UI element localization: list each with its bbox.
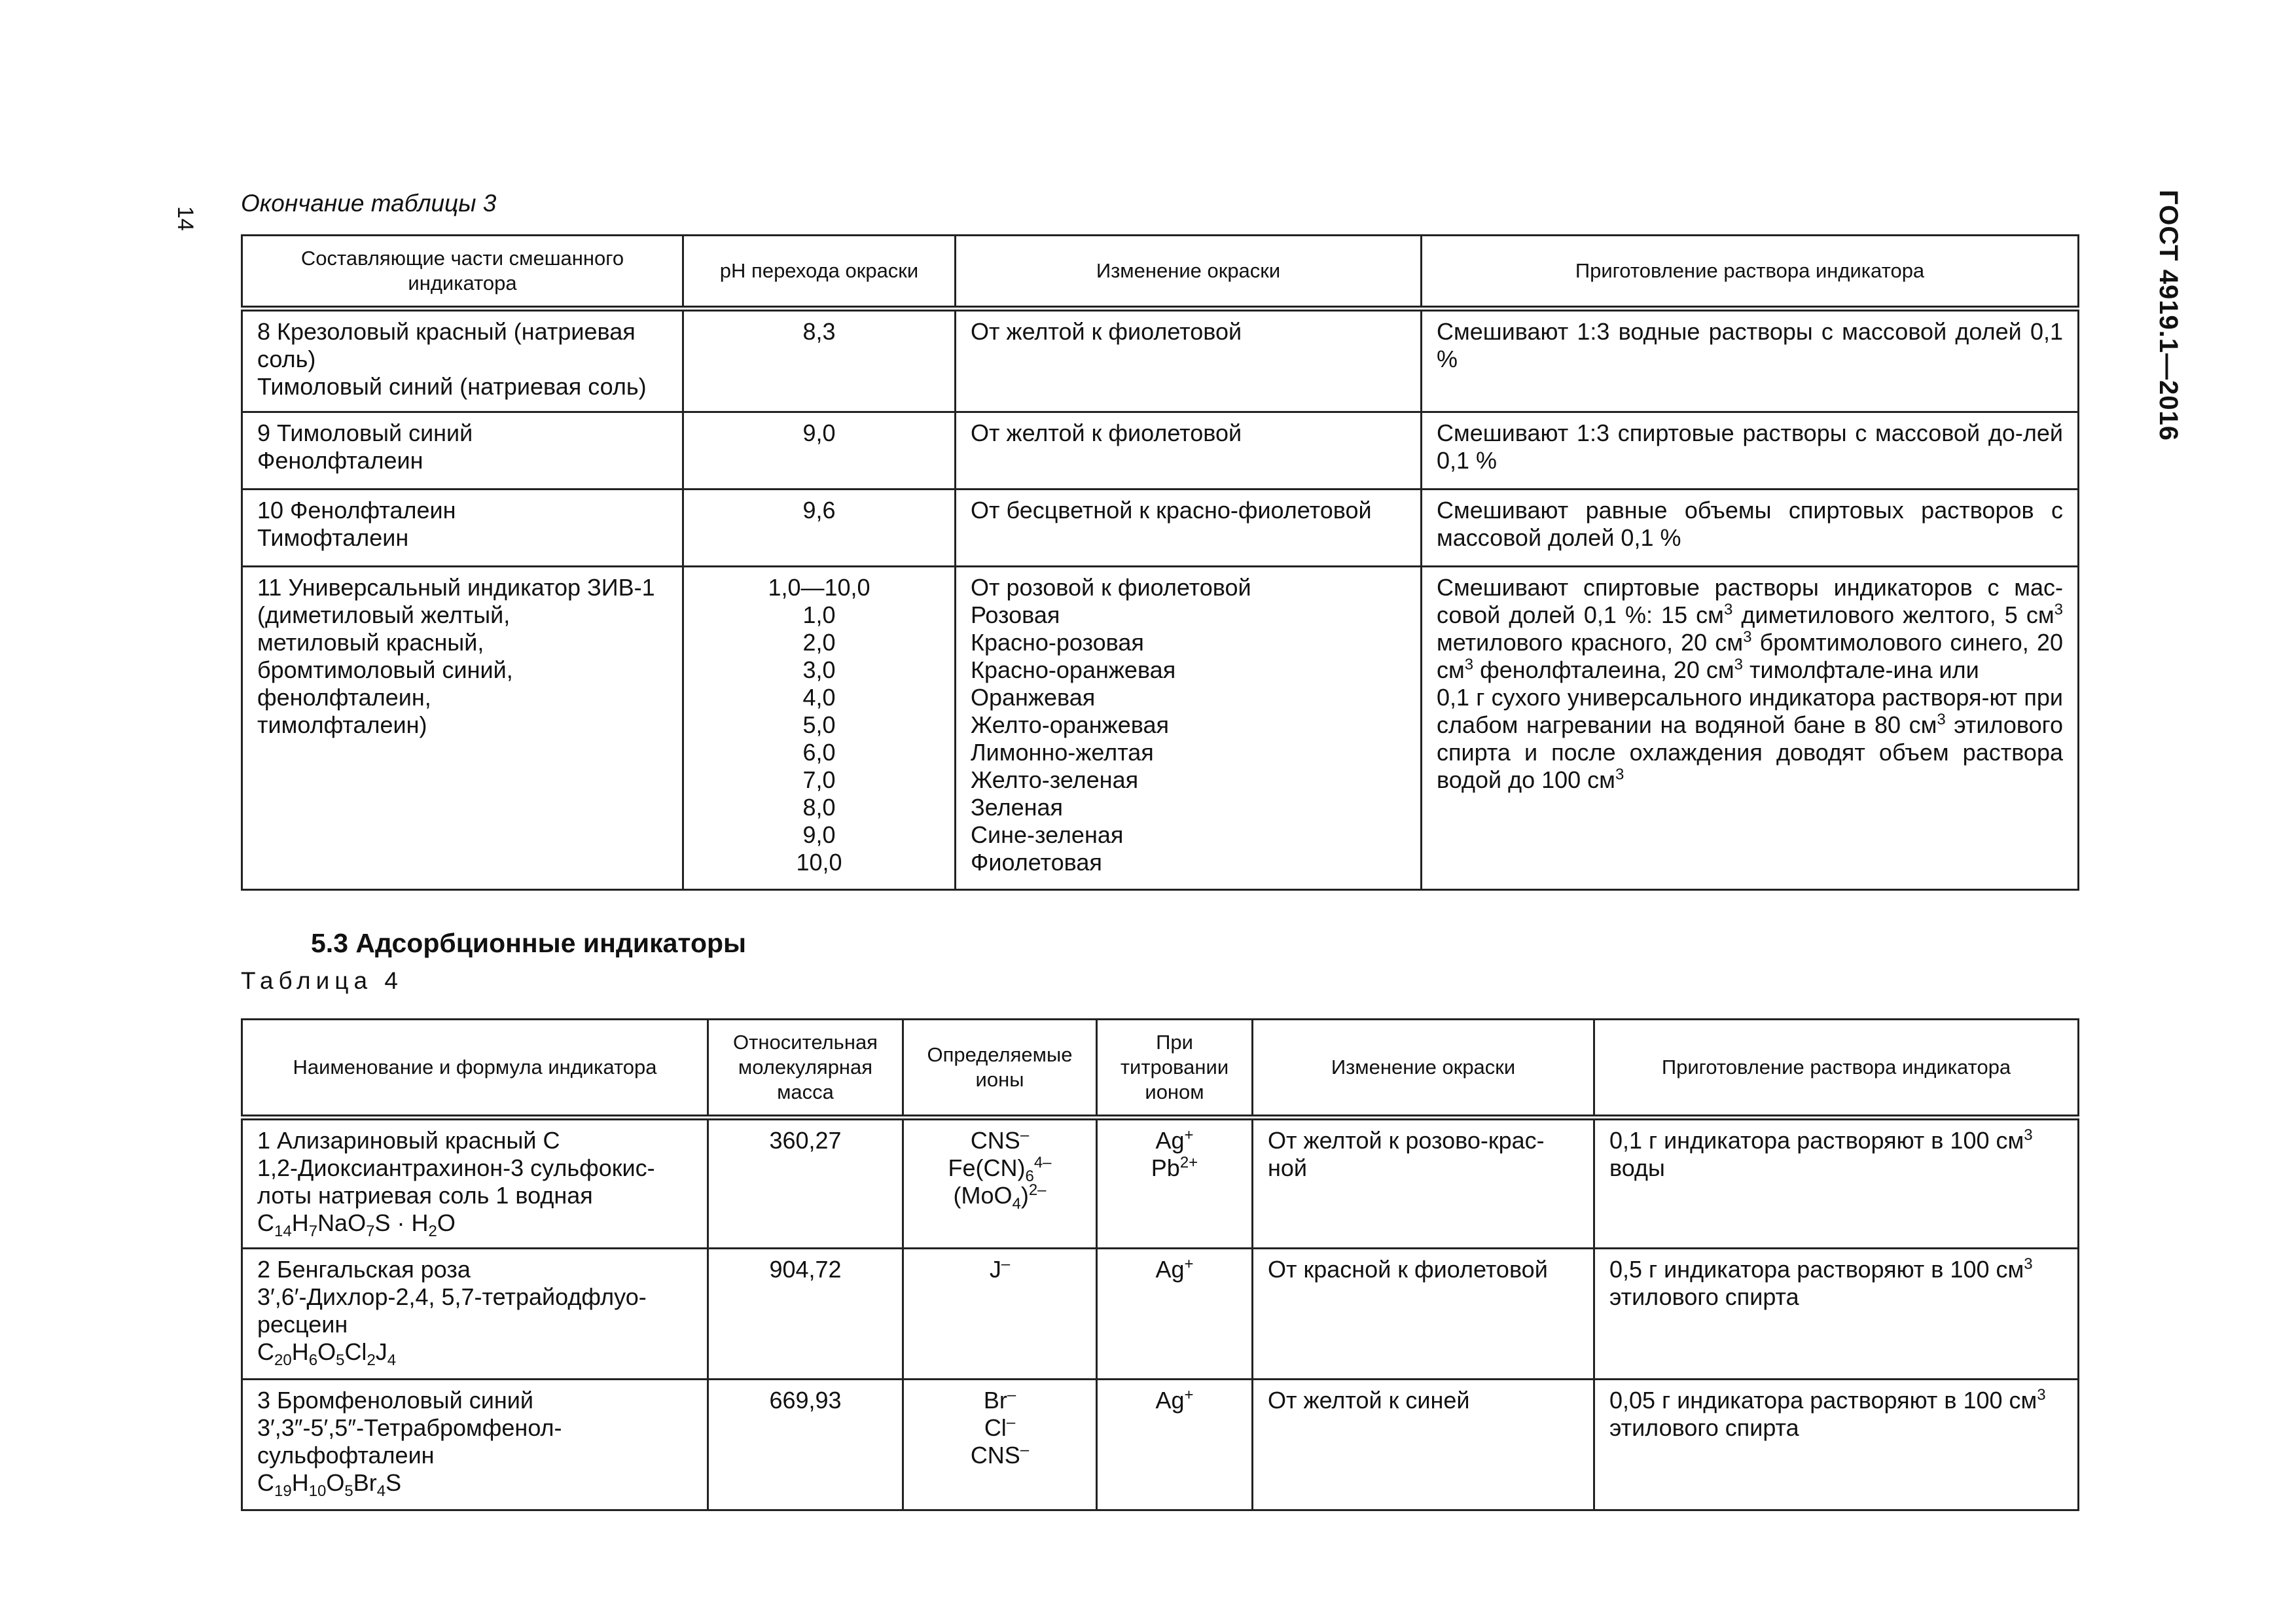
cell-ions: J– <box>903 1249 1097 1380</box>
cell-titrant: Ag+ <box>1097 1380 1253 1510</box>
cell-ph: 8,3 <box>683 309 956 412</box>
cell-color-change: От красной к фиолетовой <box>1253 1249 1594 1380</box>
cell-titrant: Ag+ $Pb^{2+}$ <box>1097 1118 1253 1249</box>
cell-components: 8 Крезоловый красный (натриевая соль) Тимоловый синий (натриевая соль) <box>242 309 683 412</box>
header-ions: Определяемые ионы <box>903 1020 1097 1118</box>
header-titrant: При титровании ионом <box>1097 1020 1253 1118</box>
section-title: 5.3 Адсорбционные индикаторы <box>311 928 747 958</box>
chemical-formula: $C_{14}H_7NaO_7S \cdot H_2O$ <box>257 1209 456 1241</box>
cell-name-formula: 1 Ализариновый красный С 1,2-Диоксиантрахинон-3 сульфокис-лоты натриевая соль 1 водная $C_{14}H_7NaO_7S \cdot H_2O$ <box>242 1118 708 1249</box>
table-label: Таблица 4 <box>241 967 403 994</box>
standard-designation: ГОСТ 4919.1—2016 <box>2154 190 2183 442</box>
chemical-formula: $C_{19}H_{10}O_5Br_4S$ <box>257 1469 402 1501</box>
cell-ions: Br– Cl– CNS– <box>903 1380 1097 1510</box>
cell-color-change: От желтой к розово-крас-ной <box>1253 1118 1594 1249</box>
chemical-formula: $C_{20}H_6O_5Cl_2J_4$ <box>257 1338 397 1370</box>
header-ph: pH перехода окраски <box>683 236 956 309</box>
table-row <box>242 309 2079 412</box>
cell-preparation: Смешивают равные объемы спиртовых растворов с массовой долей 0,1 % <box>1422 490 2079 567</box>
cell-components: 11 Универсальный индикатор ЗИВ-1 (диметиловый желтый, метиловый красный, бромтимоловый синий, фенолфталеин, тимолфталеин) <box>242 567 683 890</box>
cell-ph: 9,6 <box>683 490 956 567</box>
table-4 <box>241 1018 2079 1511</box>
cell-preparation: 0,05 г индикатора растворяют в 100 $см^3$ этилового спирта <box>1594 1380 2079 1510</box>
cell-titrant: Ag+ <box>1097 1249 1253 1380</box>
cell-preparation: Смешивают 1:3 водные растворы с массовой долей 0,1 % <box>1422 309 2079 412</box>
cell-ions: CNS– $Fe(CN)_6^{4-}$ $(MoO_4)^{2-}$ <box>903 1118 1097 1249</box>
cell-color-change: От бесцветной к красно-фиолетовой <box>956 490 1422 567</box>
table-row <box>242 1380 2079 1510</box>
table-row <box>242 567 2079 890</box>
cell-name-formula: 2 Бенгальская роза 3′,6′-Дихлор-2,4, 5,7-тетрайодфлуо-ресцеин $C_{20}H_6O_5Cl_2J_4$ <box>242 1249 708 1380</box>
table-row <box>242 412 2079 490</box>
table-row <box>242 1249 2079 1380</box>
table-continuation-label: Окончание таблицы 3 <box>241 190 497 217</box>
header-color-change: Изменение окраски <box>1253 1020 1594 1118</box>
cell-components: 10 Фенолфталеин Тимофталеин <box>242 490 683 567</box>
cell-components: 9 Тимоловый синий Фенолфталеин <box>242 412 683 490</box>
cell-ph: 9,0 <box>683 412 956 490</box>
table-3 <box>241 234 2079 891</box>
header-preparation: Приготовление раствора индикатора <box>1422 236 2079 309</box>
cell-preparation: Смешивают 1:3 спиртовые растворы с массовой до-лей 0,1 % <box>1422 412 2079 490</box>
cell-name-formula: 3 Бромфеноловый синий 3′,3″-5′,5″-Тетрабромфенол-сульфофталеин $C_{19}H_{10}O_5Br_4S$ <box>242 1380 708 1510</box>
table-header-row <box>242 236 2079 309</box>
cell-preparation: 0,5 г индикатора растворяют в 100 $см^3$ этилового спирта <box>1594 1249 2079 1380</box>
header-color-change: Изменение окраски <box>956 236 1422 309</box>
table-header-row <box>242 1020 2079 1118</box>
cell-color-change: От желтой к фиолетовой <box>956 412 1422 490</box>
header-components: Составляющие части смешанного индикатора <box>242 236 683 309</box>
cell-color-change: От желтой к фиолетовой <box>956 309 1422 412</box>
cell-preparation: 0,1 г индикатора растворяют в 100 $см^3$ воды <box>1594 1118 2079 1249</box>
page-number: 14 <box>173 206 198 231</box>
header-name-formula: Наименование и формула индикатора <box>242 1020 708 1118</box>
cell-ph: 1,0—10,0 1,0 2,0 3,0 4,0 5,0 6,0 7,0 8,0 9,0 10,0 <box>683 567 956 890</box>
table-row <box>242 490 2079 567</box>
cell-molar-mass: 669,93 <box>708 1380 903 1510</box>
header-molar-mass: Относительная молекулярная масса <box>708 1020 903 1118</box>
cell-color-change: От желтой к синей <box>1253 1380 1594 1510</box>
table-row <box>242 1118 2079 1249</box>
header-preparation: Приготовление раствора индикатора <box>1594 1020 2079 1118</box>
cell-molar-mass: 360,27 <box>708 1118 903 1249</box>
cell-color-change: От розовой к фиолетовой Розовая Красно-розовая Красно-оранжевая Оранжевая Желто-оранжевая Лимонно-желтая Желто-зеленая Зеленая Сине-зеленая Фиолетовая <box>956 567 1422 890</box>
cell-preparation: Смешивают спиртовые растворы индикаторов с мас-совой долей 0,1 %: 15 $см^3$ диметилового желтого, 5 $см^3$ метилового красного, 20 $см^3$ бромтимолового синего, 20 $см^3$ фенолфталеина, 20 $см^3$ тимолфтале-ина или 0,1 г сухого универсального индикатора растворя-ют при слабом нагревании на водяной бане в 80 $см^3$ этилового спирта и после охлаждения доводят объем раствора водой до 100 $см^3$ <box>1422 567 2079 890</box>
cell-molar-mass: 904,72 <box>708 1249 903 1380</box>
